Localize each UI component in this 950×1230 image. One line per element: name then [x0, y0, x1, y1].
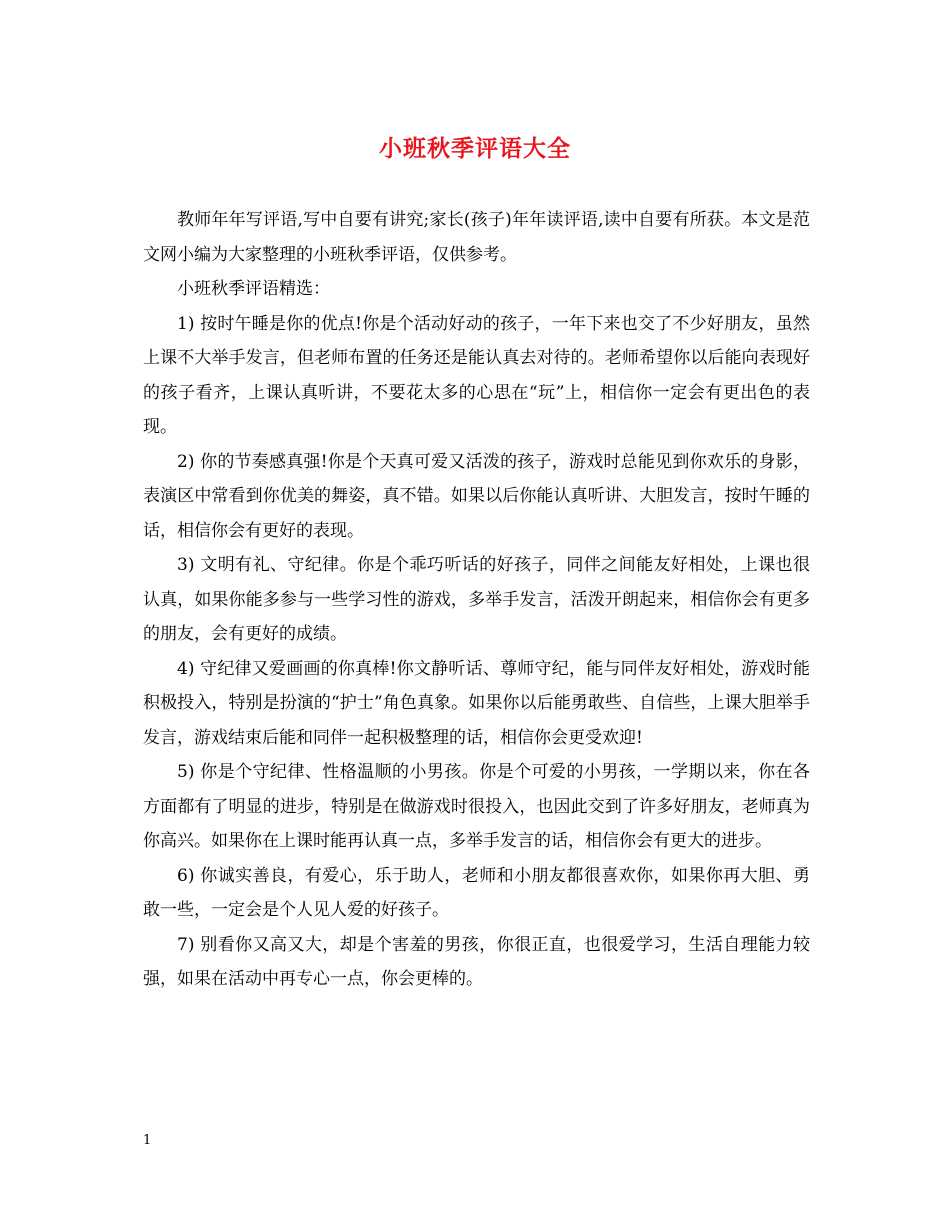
comment-paragraph-7: 7) 别看你又高又大，却是个害羞的男孩，你很正直，也很爱学习，生活自理能力较强，如果在活动中再专心一点，你会更棒的。 — [143, 934, 810, 989]
comment-paragraph-5: 5) 你是个守纪律、性格温顺的小男孩。你是个可爱的小男孩，一学期以来，你在各方面都有了明显的进步，特别是在做游戏时很投入，也因此交到了许多好朋友，老师真为你高兴。如果你在上课时能再认真一点，多举手发言的话，相信你会有更大的进步。 — [143, 762, 810, 851]
document-body — [143, 203, 810, 997]
comment-paragraph-6: 6) 你诚实善良，有爱心，乐于助人，老师和小朋友都很喜欢你，如果你再大胆、勇敢一些，一定会是个人见人爱的好孩子。 — [143, 865, 810, 920]
comment-paragraph-3: 3) 文明有礼、守纪律。你是个乖巧听话的好孩子，同伴之间能友好相处，上课也很认真，如果你能多参与一些学习性的游戏，多举手发言，活泼开朗起来，相信你会有更多的朋友，会有更好的成绩。 — [143, 555, 810, 644]
comment-paragraph-2: 2) 你的节奏感真强!你是个天真可爱又活泼的孩子，游戏时总能见到你欢乐的身影，表演区中常看到你优美的舞姿，真不错。如果以后你能认真听讲、大胆发言，按时午睡的话，相信你会有更好的表现。 — [143, 451, 810, 541]
comment-paragraph-4: 4) 守纪律又爱画画的你真棒!你文静听话、尊师守纪，能与同伴友好相处，游戏时能积极投入，特别是扮演的“护士”角色真象。如果你以后能勇敢些、自信些，上课大胆举手发言，游戏结束后能和同伴一起积极整理的话，相信你会更受欢迎! — [143, 658, 810, 748]
page-number: 1 — [143, 1133, 152, 1148]
document-title: 小班秋季评语大全 — [379, 135, 571, 162]
intro-paragraph: 教师年年写评语,写中自要有讲究;家长(孩子)年年读评语,读中自要有所获。本文是范文网小编为大家整理的小班秋季评语，仅供参考。 — [143, 210, 810, 265]
section-heading: 小班秋季评语精选： — [177, 279, 330, 299]
comment-paragraph-1: 1) 按时午睡是你的优点!你是个活动好动的孩子，一年下来也交了不少好朋友，虽然上课不大举手发言，但老师布置的任务还是能认真去对待的。老师希望你以后能向表现好的孩子看齐，上课认真听讲，不要花太多的心思在“玩”上，相信你一定会有更出色的表现。 — [143, 313, 810, 437]
